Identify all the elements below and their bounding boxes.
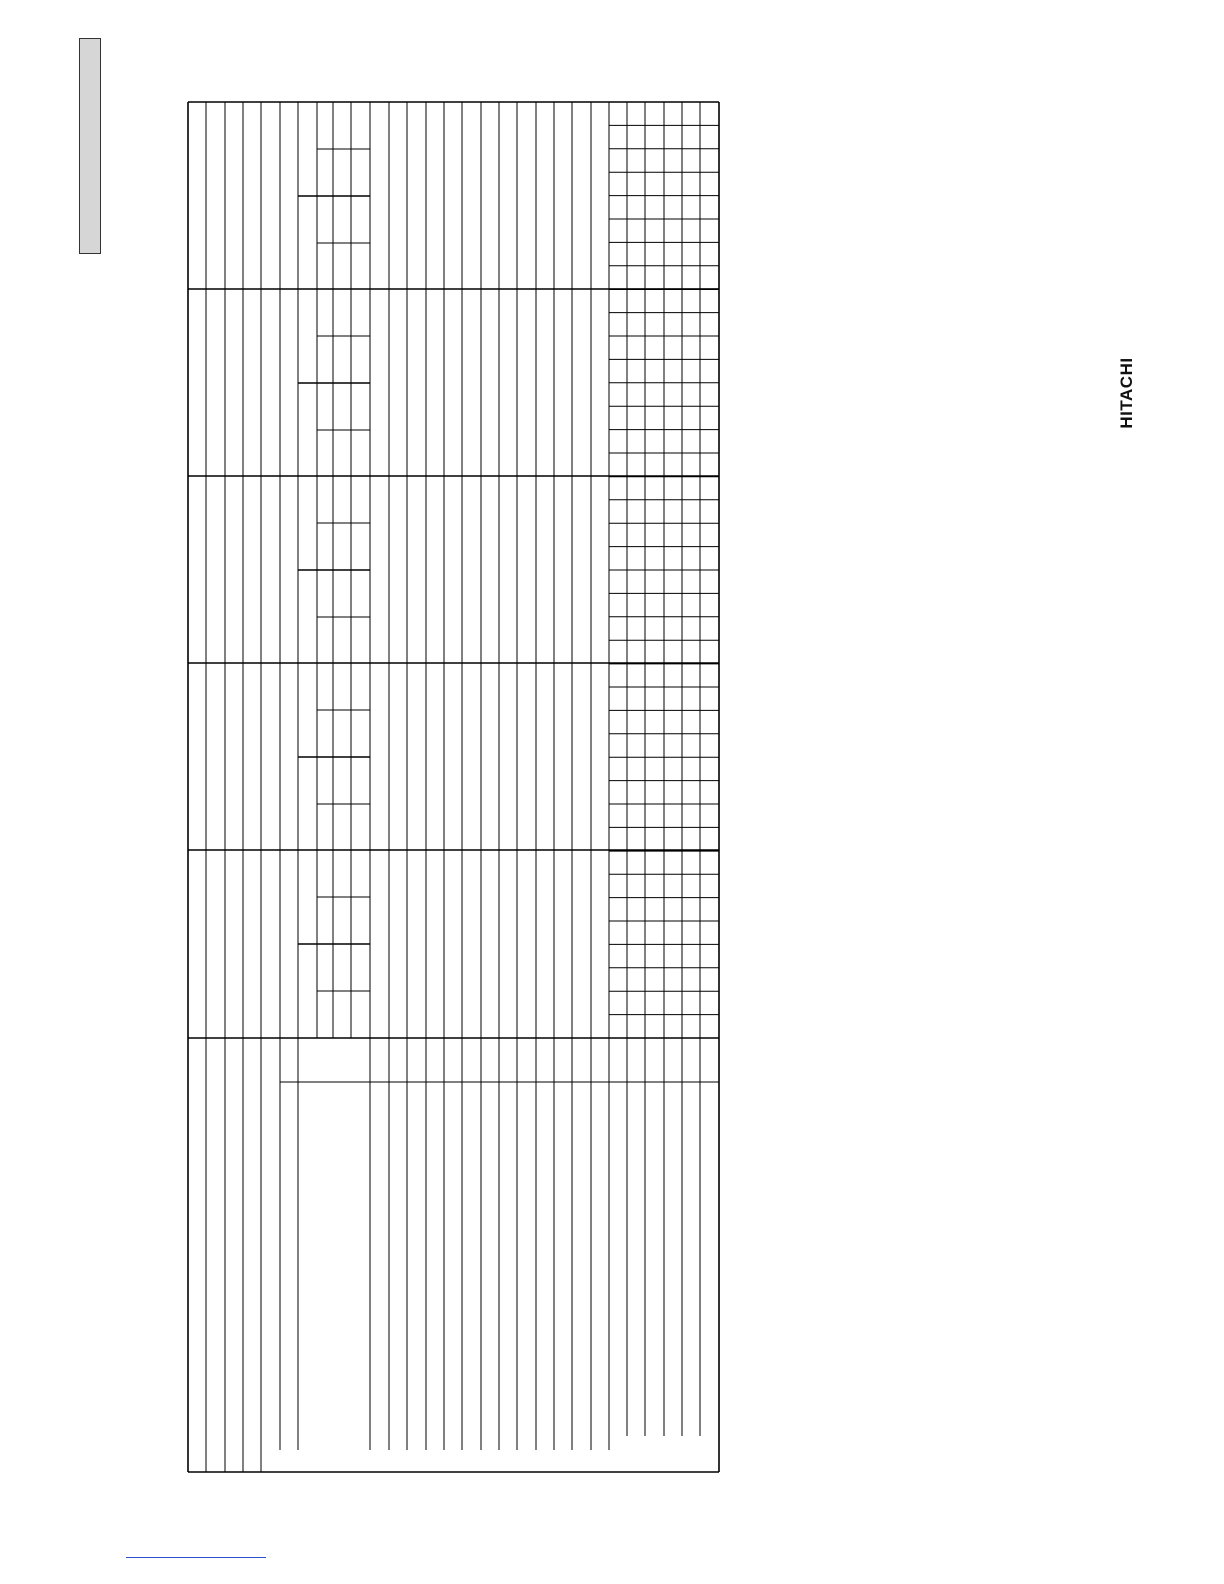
- brand-logo: HITACHI: [1117, 357, 1136, 429]
- footer-link-underline[interactable]: [126, 1557, 266, 1558]
